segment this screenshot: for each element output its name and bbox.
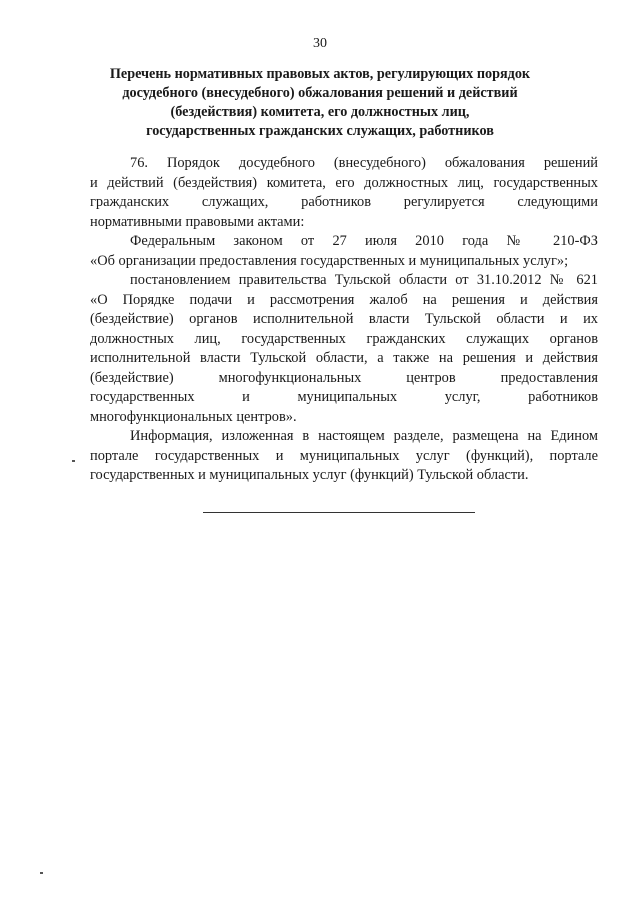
paragraph-federal-law: [90, 232, 598, 271]
closing-rule: [203, 512, 475, 513]
text-line: Федеральным законом от 27 июля 2010 года № 210-ФЗ: [130, 233, 598, 249]
text-line: исполнительной власти Тульской области, а также на решения и действия: [90, 350, 598, 366]
text-line: портале государственных и муниципальных услуг (функций), портале: [90, 447, 598, 464]
document-heading: [90, 65, 550, 141]
text-line: 76. Порядок досудебного (внесудебного) обжалования решений: [130, 155, 598, 171]
paragraph-information: [90, 427, 598, 486]
paragraph-76: [90, 154, 598, 232]
scan-speck: [72, 460, 75, 462]
text-line: государственных и муниципальных услуг, работников: [90, 389, 598, 405]
text-line: Информация, изложенная в настоящем разделе, размещена на Едином: [130, 428, 598, 444]
text-line: и действий (бездействия) комитета, его должностных лиц, государственных: [90, 174, 598, 191]
text-line: нормативными правовыми актами:: [90, 213, 305, 230]
heading-line: Перечень нормативных правовых актов, регулирующих порядок: [109, 66, 531, 82]
text-line: «О Порядке подачи и рассмотрения жалоб на решения и действия: [90, 291, 598, 308]
text-line: государственных и муниципальных услуг (функций) Тульской области.: [90, 467, 529, 483]
scan-speck: [40, 872, 43, 874]
heading-line: (бездействия) комитета, его должностных лиц,: [170, 104, 470, 120]
heading-line: досудебного (внесудебного) обжалования решений и действий: [122, 85, 518, 101]
text-line: «Об организации предоставления государственных и муниципальных услуг»;: [90, 252, 569, 269]
heading-line: государственных гражданских служащих, работников: [146, 123, 494, 139]
text-line: многофункциональных центров».: [90, 408, 297, 425]
text-line: постановлением правительства Тульской области от 31.10.2012 № 621: [130, 272, 598, 288]
paragraph-resolution: [90, 271, 598, 427]
page-number: 30: [313, 36, 327, 51]
document-body: [90, 154, 598, 486]
text-line: должностных лиц, государственных гражданских служащих органов: [90, 330, 598, 347]
text-line: гражданских служащих, работников регулируется следующими: [90, 194, 598, 210]
text-line: (бездействие) многофункциональных центров предоставления: [90, 369, 598, 386]
text-line: (бездействие) органов исполнительной власти Тульской области и их: [90, 311, 598, 327]
